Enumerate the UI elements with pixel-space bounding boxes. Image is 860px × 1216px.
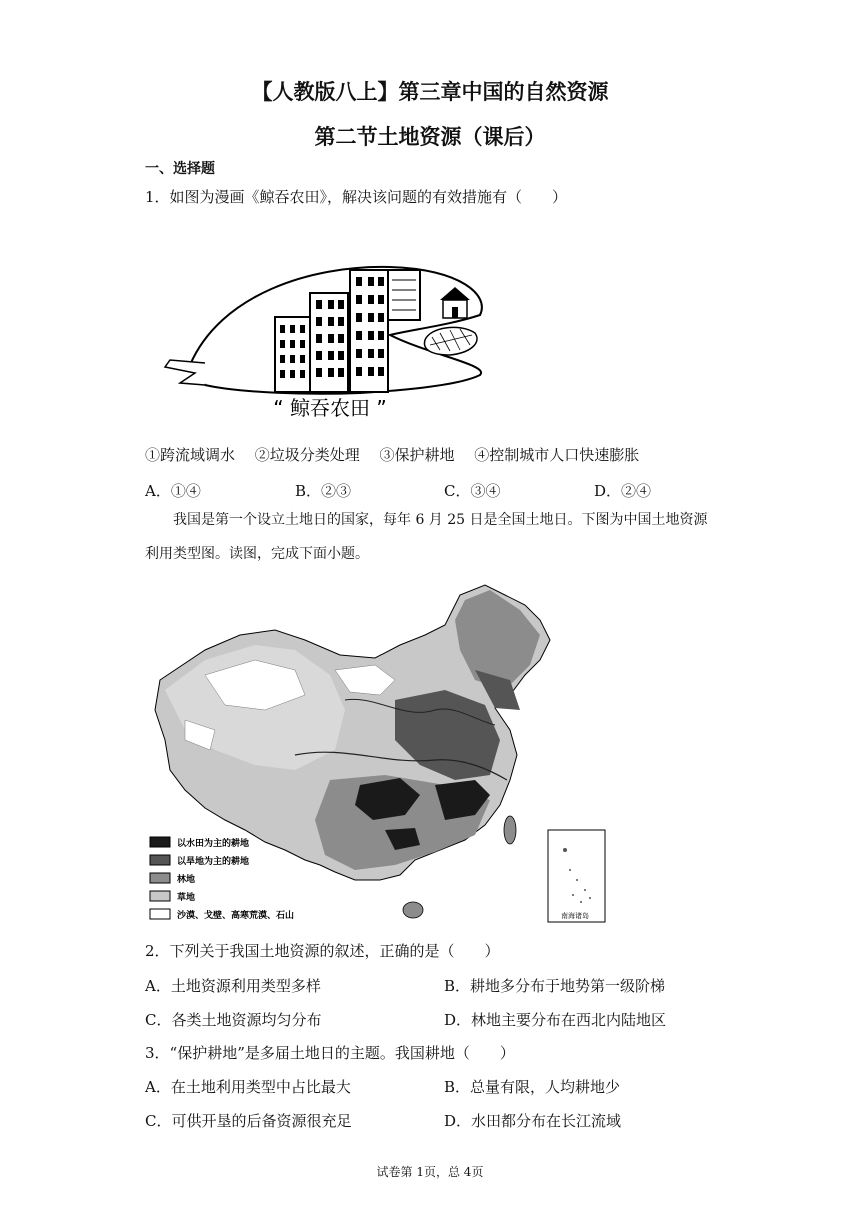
south-china-sea-inset xyxy=(548,830,605,922)
question-1-option-c[interactable]: C．③④ xyxy=(444,482,501,500)
question-1-option-b[interactable]: B．②③ xyxy=(295,482,352,500)
question-2-stem: 2．下列关于我国土地资源的叙述，正确的是（ ） xyxy=(145,942,500,960)
question-1-option-a[interactable]: A．①④ xyxy=(145,482,201,500)
section-heading: 一、选择题 xyxy=(145,161,215,177)
question-2-option-b[interactable]: B．耕地多分布于地势第一级阶梯 xyxy=(444,977,666,995)
cartoon-caption: “ 鲸吞农田 ” xyxy=(273,396,387,420)
question-1-statements: ①跨流域调水 ②垃圾分类处理 ③保护耕地 ④控制城市人口快速膨胀 xyxy=(145,446,640,464)
cartoon-whale-swallowing-farmland xyxy=(160,255,500,435)
page-footer: 试卷第 1页，总 4页 xyxy=(376,1165,484,1179)
question-3-stem: 3．“保护耕地”是多届土地日的主题。我国耕地（ ） xyxy=(145,1044,515,1062)
question-2-option-a[interactable]: A．土地资源利用类型多样 xyxy=(145,977,321,995)
legend-desert: 沙漠、戈壁、高寒荒漠、石山 xyxy=(177,911,295,921)
legend-grassland: 草地 xyxy=(177,893,196,903)
question-2-option-d[interactable]: D．林地主要分布在西北内陆地区 xyxy=(444,1011,667,1029)
reading-intro: 我国是第一个设立土地日的国家，每年 6 月 25 日是全国土地日。下图为中国土地资源利用类型图。读图，完成下面小题。 xyxy=(145,512,708,562)
question-1-option-d[interactable]: D．②④ xyxy=(594,482,652,500)
question-3-option-b[interactable]: B．总量有限，人均耕地少 xyxy=(444,1078,621,1096)
page-subtitle: 第二节土地资源（课后） xyxy=(314,125,546,149)
question-3-option-a[interactable]: A．在土地利用类型中占比最大 xyxy=(145,1078,351,1096)
legend-paddy: 以水田为主的耕地 xyxy=(177,839,250,849)
question-2-option-c[interactable]: C．各类土地资源均匀分布 xyxy=(145,1011,322,1029)
question-1-stem: 1．如图为漫画《鲸吞农田》，解决该问题的有效措施有（ ） xyxy=(145,188,568,206)
china-land-use-map xyxy=(145,580,615,925)
question-3-option-c[interactable]: C．可供开垦的后备资源很充足 xyxy=(145,1112,352,1130)
legend-forest: 林地 xyxy=(177,875,196,885)
inset-label: 南海诸岛 xyxy=(561,912,589,920)
question-3-option-d[interactable]: D．水田都分布在长江流域 xyxy=(444,1112,622,1130)
page-title: 【人教版八上】第三章中国的自然资源 xyxy=(251,80,609,104)
legend-dryland: 以旱地为主的耕地 xyxy=(177,857,250,867)
